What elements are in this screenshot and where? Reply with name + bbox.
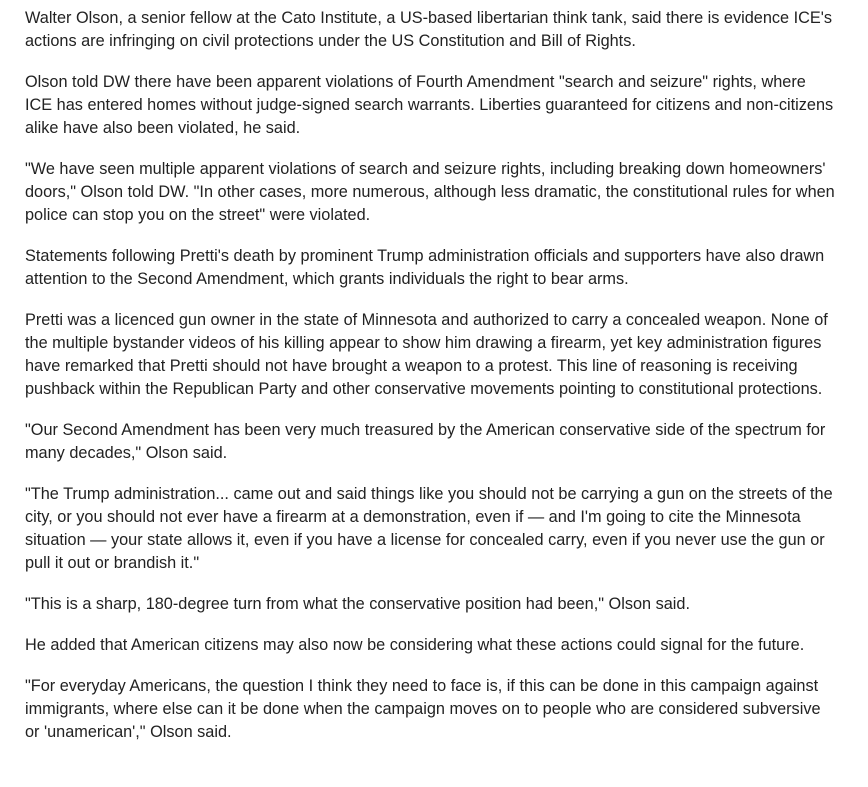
paragraph-trump-administration-quote: "The Trump administration... came out and said things like you should not be carrying a gun on the streets of the city, or you should not ever have a firearm at a demonstration, even if — and I'm going to cite the Minnesota situation — your state allows it, even if you have a license for concealed carry, even if you never use the gun or pull it out or brandish it."	[25, 485, 833, 572]
paragraph-conservative-quote: "Our Second Amendment has been very much treasured by the American conservative side of the spectrum for many decades," Olson said.	[25, 421, 826, 462]
paragraph-olson-intro: Walter Olson, a senior fellow at the Cato Institute, a US-based libertarian think tank, said there is evidence ICE's actions are infringing on civil protections under the US Constitution and Bill of Rights.	[25, 9, 833, 50]
paragraph-everyday-americans-quote: "For everyday Americans, the question I think they need to face is, if this can be done in this campaign against immigrants, where else can it be done when the campaign moves on to people who are considered subversive or 'unamerican'," Olson said.	[25, 677, 821, 741]
paragraph-180-degree-quote: "This is a sharp, 180-degree turn from what the conservative position had been," Olson said.	[25, 595, 690, 613]
paragraph-future-signal: He added that American citizens may also now be considering what these actions could signal for the future.	[25, 636, 805, 654]
paragraph-pretti-gun-owner: Pretti was a licenced gun owner in the state of Minnesota and authorized to carry a concealed weapon. None of the multiple bystander videos of his killing appear to show him drawing a firearm, yet key administration figures have remarked that Pretti should not have brought a weapon to a protest. This line of reasoning is receiving pushback within the Republican Party and other conservative movements pointing to constitutional protections.	[25, 311, 828, 398]
article-body	[25, 0, 835, 762]
paragraph-search-seizure-quote: "We have seen multiple apparent violations of search and seizure rights, including breaking down homeowners' doors," Olson told DW. "In other cases, more numerous, although less dramatic, the constitutional rules for when police can stop you on the street" were violated.	[25, 160, 835, 224]
paragraph-second-amendment: Statements following Pretti's death by prominent Trump administration officials and supporters have also drawn attention to the Second Amendment, which grants individuals the right to bear arms.	[25, 247, 825, 288]
paragraph-fourth-amendment: Olson told DW there have been apparent violations of Fourth Amendment "search and seizure" rights, where ICE has entered homes without judge-signed search warrants. Liberties guaranteed for citizens and non-citizens alike have also been violated, he said.	[25, 73, 834, 137]
